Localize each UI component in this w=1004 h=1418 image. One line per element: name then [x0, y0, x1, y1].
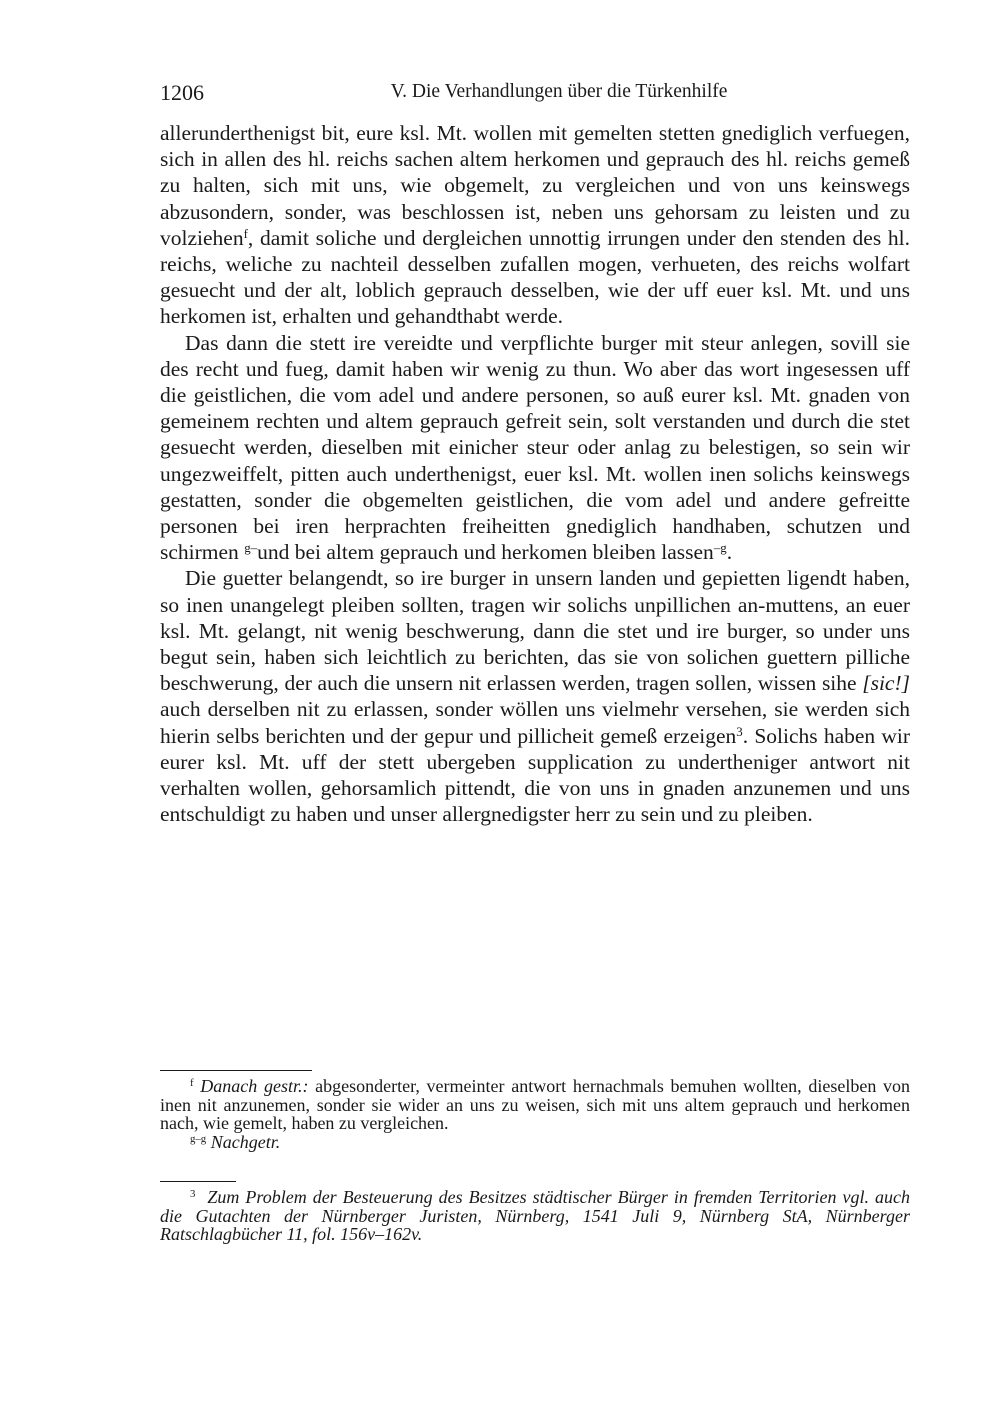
page-number: 1206	[160, 80, 204, 105]
paragraph-3-text-b: auch derselben nit zu erlassen, sonder wöllen uns vielmehr versehen, sie werden sich hierin selbs berichten und der gepur und pillicheit gemeß erzeigen	[160, 697, 910, 748]
paragraph-2	[160, 330, 910, 566]
commentary-notes-rule	[160, 1181, 236, 1182]
textual-note-f-text: abgesonderter, vermeinter antwort hernachmals bemuhen wollten, dieselben von inen nit anzunemen, sonder sie wider an uns zu weisen, sich mit uns altem geprauch und herkomen nach, wie gemelt, haben zu vergleichen.	[160, 1076, 910, 1134]
paragraph-1-text-b: , damit soliche und dergleichen unnottig irrungen under den stenden des hl. reichs, weliche zu nachteil desselben zufallen mogen, verhueten, des reichs wolfart gesuecht und der alt, loblich geprauch desselben, wie der uff euer ksl. Mt. und uns herkomen ist, erhalten und gehandthabt werde.	[160, 225, 910, 329]
textual-note-g-text: Nachgetr.	[210, 1131, 281, 1152]
textual-note-f-lemma: Danach gestr.:	[200, 1076, 309, 1096]
paragraph-1-text-a: allerunderthenigst bit, eure ksl. Mt. wollen mit gemelten stetten gnediglich verfuegen, sich in allen des hl. reichs sachen altem herkomen und geprauch des hl. reichs gemeß zu halten, sich mit uns, wie obgemelt, zu vergleichen und von uns keinswegs abzusondern, sonder, was beschlossen ist, neben uns gehorsam zu leisten und zu volziehen	[160, 121, 910, 250]
paragraph-2-text-c: .	[726, 540, 733, 565]
paragraph-2-text-b: und bei altem geprauch und herkomen bleiben lassen	[257, 540, 714, 565]
main-text	[160, 120, 910, 827]
commentary-notes	[160, 1188, 910, 1244]
commentary-note-3	[160, 1188, 910, 1244]
paragraph-1	[160, 120, 910, 330]
running-title: V. Die Verhandlungen über die Türkenhilfe	[390, 81, 728, 102]
textual-note-g-mark: g–g	[190, 1132, 207, 1145]
paragraph-3-text-c: . Solichs haben wir eurer ksl. Mt. uff der stett ubergeben supplication zu undertheniger antwort nit verhalten wollen, gehorsamlich pittendt, die von uns in gnaden anzunemen und uns entschuldigt zu haben und unser allergnedigster herr zu sein und zu pleiben.	[160, 723, 911, 827]
textual-note-ref-g-open[interactable]: g–	[244, 541, 258, 556]
paragraph-3-text-a: Die guetter belangendt, so ire burger in unsern landen und gepietten ligendt haben, so inen unangelegt pleiben sollten, tragen wir solichs unpillichen an-muttens, an euer ksl. Mt. gelangt, nit wenig beschwerung, dann die stet und ire burger, so under uns begut sein, haben sich leichtlich zu berichten, das sie von solichen guettern pilliche beschwerung, der auch die unsern nit erlassen werden, tragen sollen, wissen sihe	[160, 566, 910, 696]
textual-note-f	[160, 1077, 910, 1133]
textual-note-g	[160, 1133, 910, 1152]
commentary-note-ref-3[interactable]: 3	[736, 724, 743, 739]
commentary-note-3-mark: 3	[190, 1188, 196, 1201]
textual-note-ref-g-close[interactable]: –g	[713, 541, 727, 556]
textual-notes-rule	[160, 1070, 312, 1071]
paragraph-3	[160, 565, 910, 827]
textual-note-f-mark: f	[190, 1077, 194, 1090]
commentary-note-3-text: Zum Problem der Besteuerung des Besitzes städtischer Bürger in fremden Territorien vgl. auch die Gutachten der Nürnberger Juristen, Nürnberg, 1541 Juli 9, Nürnberg StA, Nürnberger Ratschlagbücher 11, fol. 156v–162v.	[160, 1187, 910, 1245]
textual-note-ref-f[interactable]: f	[243, 226, 248, 241]
sic-mark: [sic!]	[862, 671, 910, 696]
textual-notes	[160, 1077, 910, 1151]
paragraph-2-text-a: Das dann die stett ire vereidte und verpflichte burger mit steur anlegen, sovill sie des recht und fueg, damit haben wir wenig zu thun. Wo aber das wort ingesessen uff die geistlichen, die vom adel und andere personen, so auß eurer ksl. Mt. gnaden von gemeinem rechten und altem geprauch gefreit sein, solt verstanden und durch die stet gesuecht werden, dieselben mit einicher steur oder anlag zu belestigen, so sein wir ungezweiffelt, pitten auch underthenigst, euer ksl. Mt. wollen inen solichs keinswegs gestatten, sonder die obgemelten geistlichen, die vom adel und andere gefreitte personen bei iren herprachten freiheitten gnediglich handhaben, schutzen und schirmen	[160, 330, 910, 565]
